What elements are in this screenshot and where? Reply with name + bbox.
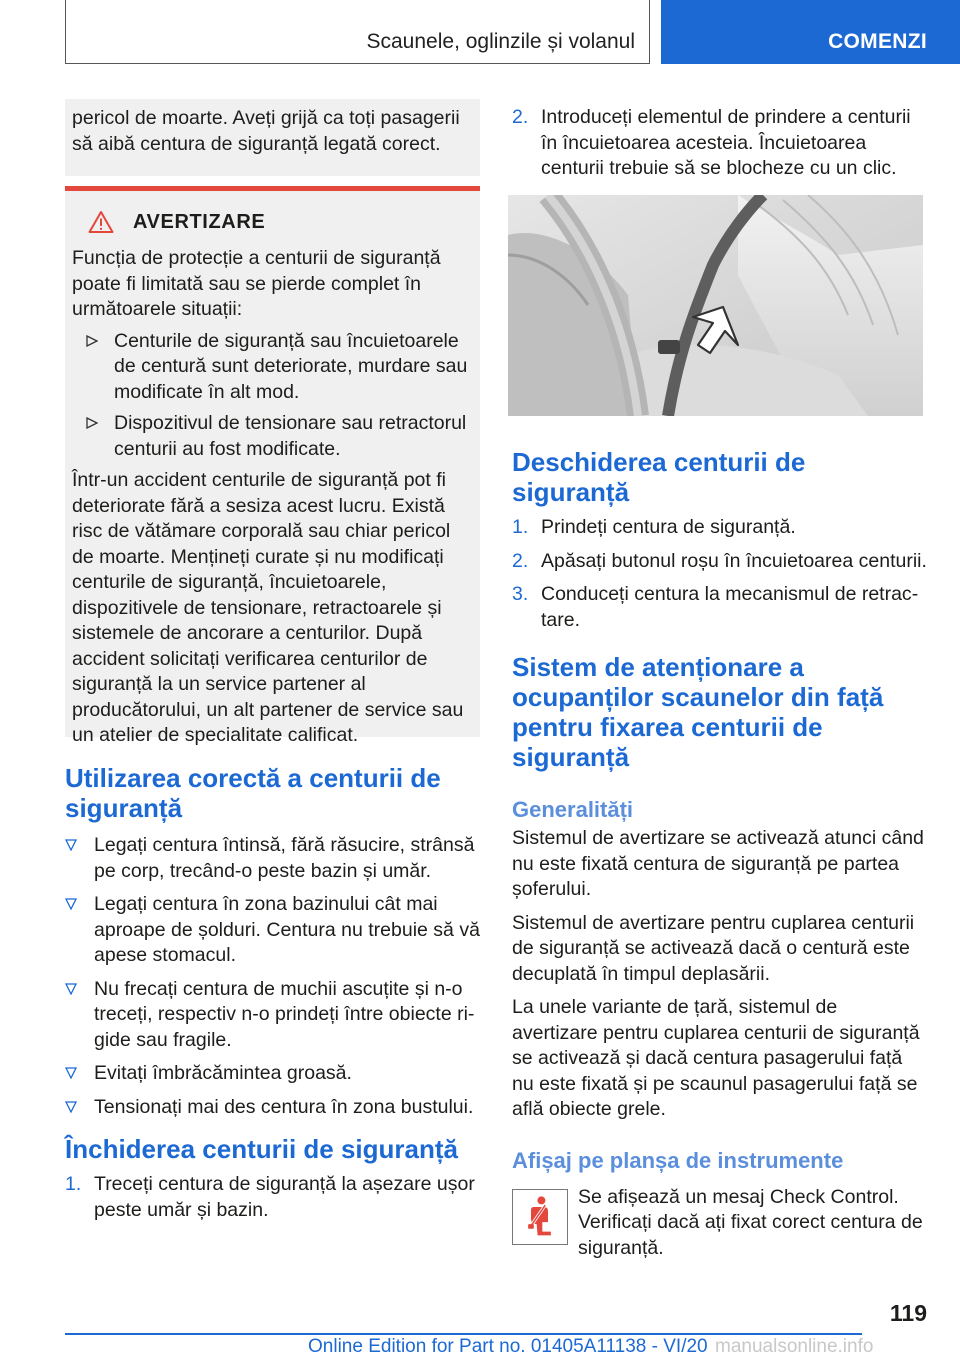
display-subheading: Afișaj pe planșa de instrumente bbox=[512, 1147, 844, 1173]
general-subheading: Generalități bbox=[512, 797, 634, 822]
correct-use-heading: Utilizarea corectă a centurii de siguranță bbox=[65, 763, 441, 823]
correct-use-list bbox=[65, 833, 480, 1120]
seatbelt-indicator-box bbox=[512, 1189, 568, 1245]
triangle-bullet-icon bbox=[65, 1101, 77, 1113]
seatbelt-buckle-photo bbox=[508, 195, 923, 416]
belt-reminder-section bbox=[512, 652, 927, 1261]
seat-illustration bbox=[508, 195, 923, 416]
reminder-paragraph: Sistemul de avertizare se activează atunci când nu este fixată centura de siguranță pe partea șoferului. bbox=[512, 827, 924, 900]
page-number: 119 bbox=[889, 1300, 927, 1326]
triangle-bullet-icon bbox=[65, 1067, 77, 1079]
list-item: Centurile de siguranță sau încuietoarele de centură sunt deteriorate, murdare sau modificate în alt mod. bbox=[86, 329, 472, 406]
warning-triangle-icon bbox=[88, 210, 114, 234]
section-title: Scaunele, oglinzile și volanul bbox=[366, 30, 635, 53]
list-item: 3. Conduceți centura la mecanismul de retractare. bbox=[512, 583, 919, 631]
triangle-bullet-icon bbox=[65, 839, 77, 851]
list-item: 2. Apăsați butonul roșu în încuietoarea centurii. bbox=[512, 549, 927, 572]
close-belt-heading: Închiderea centurii de siguranță bbox=[65, 1134, 458, 1164]
list-item: Legați centura întinsă, fără răsucire, strânsă pe corp, trecând-o peste bazin și umăr. bbox=[65, 833, 480, 884]
list-item: 1. Prindeți centura de siguranță. bbox=[512, 516, 796, 538]
triangle-bullet-icon bbox=[86, 335, 98, 347]
open-belt-section bbox=[512, 447, 927, 641]
reminder-paragraph: La unele variante de țară, sistemul de avertizare pentru cuplarea centurii de siguranță se activează și dacă centura pasagerului față nu este fixată și pe scaunul pasagerului față se află obiecte grele. bbox=[512, 996, 920, 1120]
chapter-tab[interactable] bbox=[661, 0, 960, 64]
warning-title: AVERTIZARE bbox=[133, 210, 266, 233]
close-belt-section bbox=[65, 1134, 480, 1231]
open-belt-steps bbox=[512, 515, 927, 633]
reminder-paragraph: Sistemul de avertizare pentru cuplarea centurii de siguranță se activează dacă o centură este decuplată în timpul deplasării. bbox=[512, 911, 915, 985]
page-header bbox=[0, 0, 960, 66]
watermark: manualsonline.info bbox=[715, 1336, 874, 1357]
seatbelt-warning-icon bbox=[513, 1190, 566, 1243]
belt-reminder-heading: Sistem de atenționare a ocupanților scaunelor din față pentru fixarea centurii de siguranță bbox=[512, 652, 884, 772]
warning-header bbox=[88, 207, 472, 237]
list-item: 2. Introduceți elementul de prindere a centurii în încuietoarea acesteia. Încuietoarea centurii trebuie să se blocheze cu un clic. bbox=[512, 106, 911, 179]
list-item: Legați centura în zona bazinului cât mai aproape de șolduri. Centura nu trebuie să vă apese stomacul. bbox=[65, 892, 480, 969]
list-item: Dispozitivul de tensionare sau retractorul centurii au fost modificate. bbox=[86, 411, 472, 462]
list-item: Nu frecați centura de muchii ascuțite și n-o treceți, respectiv n-o prindeți între obiecte rigide sau fragile. bbox=[65, 977, 480, 1054]
warning-box bbox=[65, 191, 480, 746]
triangle-bullet-icon bbox=[86, 417, 98, 429]
list-item: 1. Treceți centura de siguranță la așezare ușor peste umăr și bazin. bbox=[65, 1173, 475, 1221]
warning-bullet-list bbox=[86, 329, 472, 463]
list-item: Tensionați mai des centura în zona bustului. bbox=[65, 1095, 480, 1121]
close-belt-steps-continued bbox=[512, 105, 927, 190]
warning-body: Într-un accident centurile de siguranță pot fi deteriorate fără a sesiza acest lucru. Există risc de vătămare corporală sau chiar pericol de moarte. Mențineți curate și nu modificați centurile de siguranță, încuietoarele, dispozitivele de tensionare, retractoarele și sistemele de ancorare a centurilor. După accident solicitați verificarea centurilor de siguranță la un service partener al producătorului, un alt partener de service sau un atelier de specialitate calificat. bbox=[72, 469, 464, 746]
close-belt-steps bbox=[65, 1172, 480, 1223]
correct-use-section bbox=[65, 763, 480, 1128]
triangle-bullet-icon bbox=[65, 983, 77, 995]
continued-warning-box bbox=[65, 99, 480, 176]
triangle-bullet-icon bbox=[65, 898, 77, 910]
warning-intro: Funcția de protecție a centurii de siguranță poate fi limitată sau se pierde complet în următoarele situații: bbox=[72, 247, 441, 320]
section-header bbox=[65, 0, 650, 64]
continued-warning-text: pericol de moarte. Aveți grijă ca toți pasagerii să aibă centura de siguranță legată corect. bbox=[72, 107, 460, 155]
display-text: Se afișează un mesaj Check Control. Verificați dacă ați fixat corect centura de siguranță. bbox=[578, 1185, 923, 1259]
edition-text: Online Edition for Part no. 01405A11138 - VI/20 bbox=[308, 1336, 708, 1357]
open-belt-heading: Deschiderea centurii de siguranță bbox=[512, 447, 806, 507]
footer-divider bbox=[65, 1333, 862, 1335]
list-item: Evitați îmbrăcămintea groasă. bbox=[65, 1061, 480, 1087]
chapter-tab-label: COMENZI bbox=[828, 30, 927, 53]
